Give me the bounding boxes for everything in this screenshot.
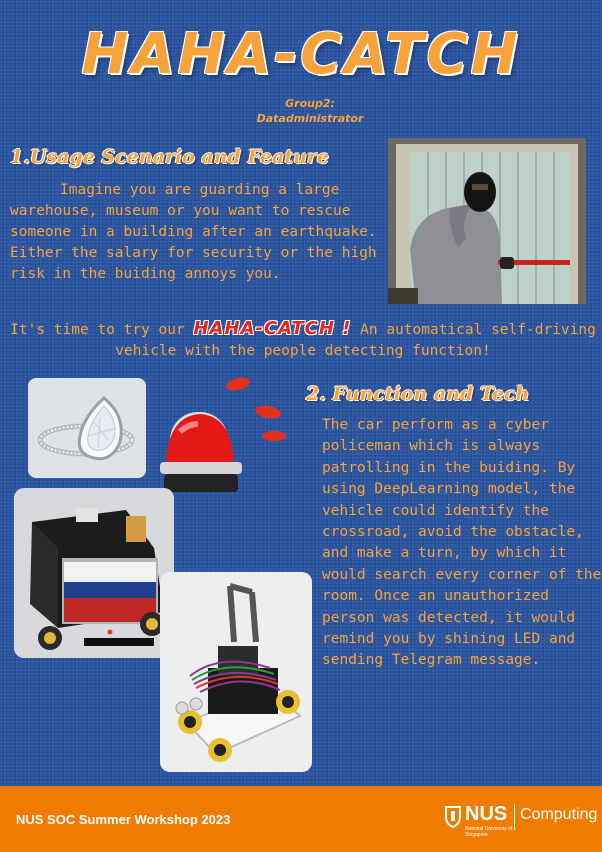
- nus-full-name: National University of Singapore: [465, 826, 513, 838]
- section1-callout: [8, 318, 598, 362]
- brand-name: HAHA-CATCH !: [193, 318, 352, 339]
- red-siren-photo: [150, 372, 300, 504]
- callout-tail: An automatical self-driving vehicle with the people detecting function!: [115, 322, 596, 359]
- group-label: [235, 96, 385, 126]
- workshop-label: NUS SOC Summer Workshop 2023: [16, 812, 231, 827]
- nus-wordmark: NUS: [465, 803, 508, 825]
- group-name: Datadministrator: [256, 112, 364, 125]
- computing-label: Computing: [520, 806, 598, 823]
- nus-crest-icon: [444, 805, 462, 829]
- robot-car-chassis-photo: [160, 572, 312, 772]
- poster-title: HAHA-CATCH: [81, 22, 521, 87]
- robot-car-shell-photo: [14, 488, 174, 658]
- nus-logo: [440, 801, 598, 838]
- group-number: Group2:: [285, 97, 335, 110]
- section2-heading: 2. Function and Tech: [306, 383, 530, 405]
- logo-divider: [514, 804, 515, 830]
- section1-heading: 1.Usage Scenario and Feature: [10, 146, 329, 168]
- burglar-photo: [388, 138, 586, 304]
- section2-paragraph: The car perform as a cyber policeman which is always patrolling in the buiding. By using DeepLearning model, the vehicle could identify the crossroad, avoid the obstacle, and make a turn, by which it would search every corner of the room. Once an unauthorized person was detected, it would remind you by shining LED and sending Telegram message.: [322, 417, 602, 669]
- section1-paragraph: Imagine you are guarding a large warehouse, museum or you want to rescue someone in a building after an earthquake. Either the salary for security or the high risk in the buiding annoys you.: [10, 182, 377, 282]
- diamond-ring-photo: [28, 378, 146, 478]
- callout-lead: It's time to try our: [10, 322, 194, 338]
